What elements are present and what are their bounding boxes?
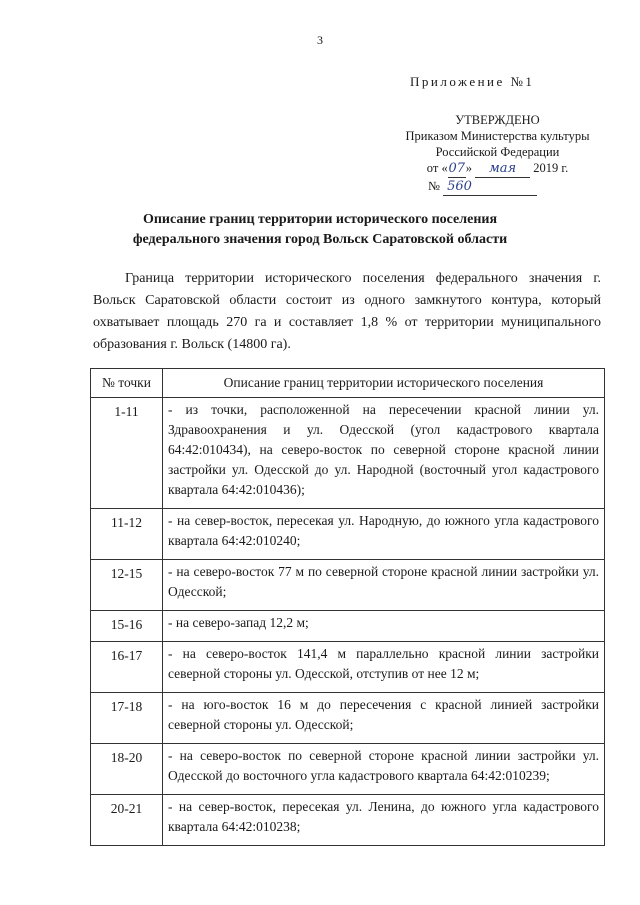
table-row — [91, 795, 605, 846]
approval-number — [400, 178, 595, 196]
appendix-label: Приложение №1 — [410, 74, 535, 89]
number-prefix: № — [428, 179, 440, 193]
table-row — [91, 744, 605, 795]
table-row — [91, 560, 605, 611]
intro-paragraph — [93, 268, 601, 356]
row-points: 16-17 — [91, 642, 163, 693]
row-points: 18-20 — [91, 744, 163, 795]
title-line-2: федерального значения город Вольск Саратовской области — [132, 232, 508, 247]
row-description: - на северо-восток 141,4 м параллельно красной линии застройки северной стороны ул. Одесской, отступив от нее 12 м; — [163, 642, 605, 693]
row-points: 20-21 — [91, 795, 163, 846]
row-points: 15-16 — [91, 611, 163, 642]
boundary-table — [90, 368, 605, 846]
approval-date — [400, 160, 595, 178]
table-row — [91, 611, 605, 642]
header-points: № точки — [91, 369, 163, 398]
title-line-1: Описание границ территории исторического поселения — [142, 212, 498, 227]
table-row — [91, 509, 605, 560]
row-points: 17-18 — [91, 693, 163, 744]
row-description: - на север-восток, пересекая ул. Ленина, до южного угла кадастрового квартала 64:42:010238; — [163, 795, 605, 846]
row-points: 12-15 — [91, 560, 163, 611]
table-row — [91, 693, 605, 744]
page-number: 3 — [317, 33, 323, 47]
row-description: - на северо-восток 77 м по северной стороне красной линии застройки ул. Одесской; — [163, 560, 605, 611]
date-day: 07 — [448, 161, 465, 176]
row-description: - на север-восток, пересекая ул. Народную, до южного угла кадастрового квартала 64:42:010240; — [163, 509, 605, 560]
row-description: - из точки, расположенной на пересечении красной линии ул. Здравоохранения и ул. Одесской (угол кадастрового квартала 64:42:010434), на северо-восток по северной стороне красной линии застройки ул. Одесской до ул. Народной (восточный угол кадастрового квартала 64:42:010436); — [163, 398, 605, 509]
table-row — [91, 642, 605, 693]
table-header-row — [91, 369, 605, 398]
row-description: - на юго-восток 16 м до пересечения с красной линией застройки северной стороны ул. Одесской; — [163, 693, 605, 744]
date-prefix: от « — [426, 161, 448, 175]
intro-text: Граница территории исторического поселения федерального значения г. Вольск Саратовской области состоит из одного замкнутого контура, который охватывает площадь 270 га и составляет 1,8 % от территории муниципального образования г. Вольск (14800 га). — [93, 271, 601, 352]
date-mid: » — [465, 161, 472, 175]
date-month: мая — [475, 161, 530, 178]
approval-line-2: Российской Федерации — [435, 145, 560, 159]
row-description: - на северо-восток по северной стороне красной линии застройки ул. Одесской до восточного угла кадастрового квартала 64:42:010239; — [163, 744, 605, 795]
order-number: 560 — [443, 179, 537, 196]
row-points: 1-11 — [91, 398, 163, 509]
row-points: 11-12 — [91, 509, 163, 560]
header-description: Описание границ территории исторического поселения — [163, 369, 605, 398]
table-row — [91, 398, 605, 509]
row-description: - на северо-запад 12,2 м; — [163, 611, 605, 642]
date-year: 2019 г. — [533, 161, 569, 175]
approval-line-1: Приказом Министерства культуры — [405, 129, 590, 143]
approved-label: УТВЕРЖДЕНО — [455, 113, 540, 127]
approval-block — [400, 112, 595, 196]
document-title — [0, 210, 640, 250]
